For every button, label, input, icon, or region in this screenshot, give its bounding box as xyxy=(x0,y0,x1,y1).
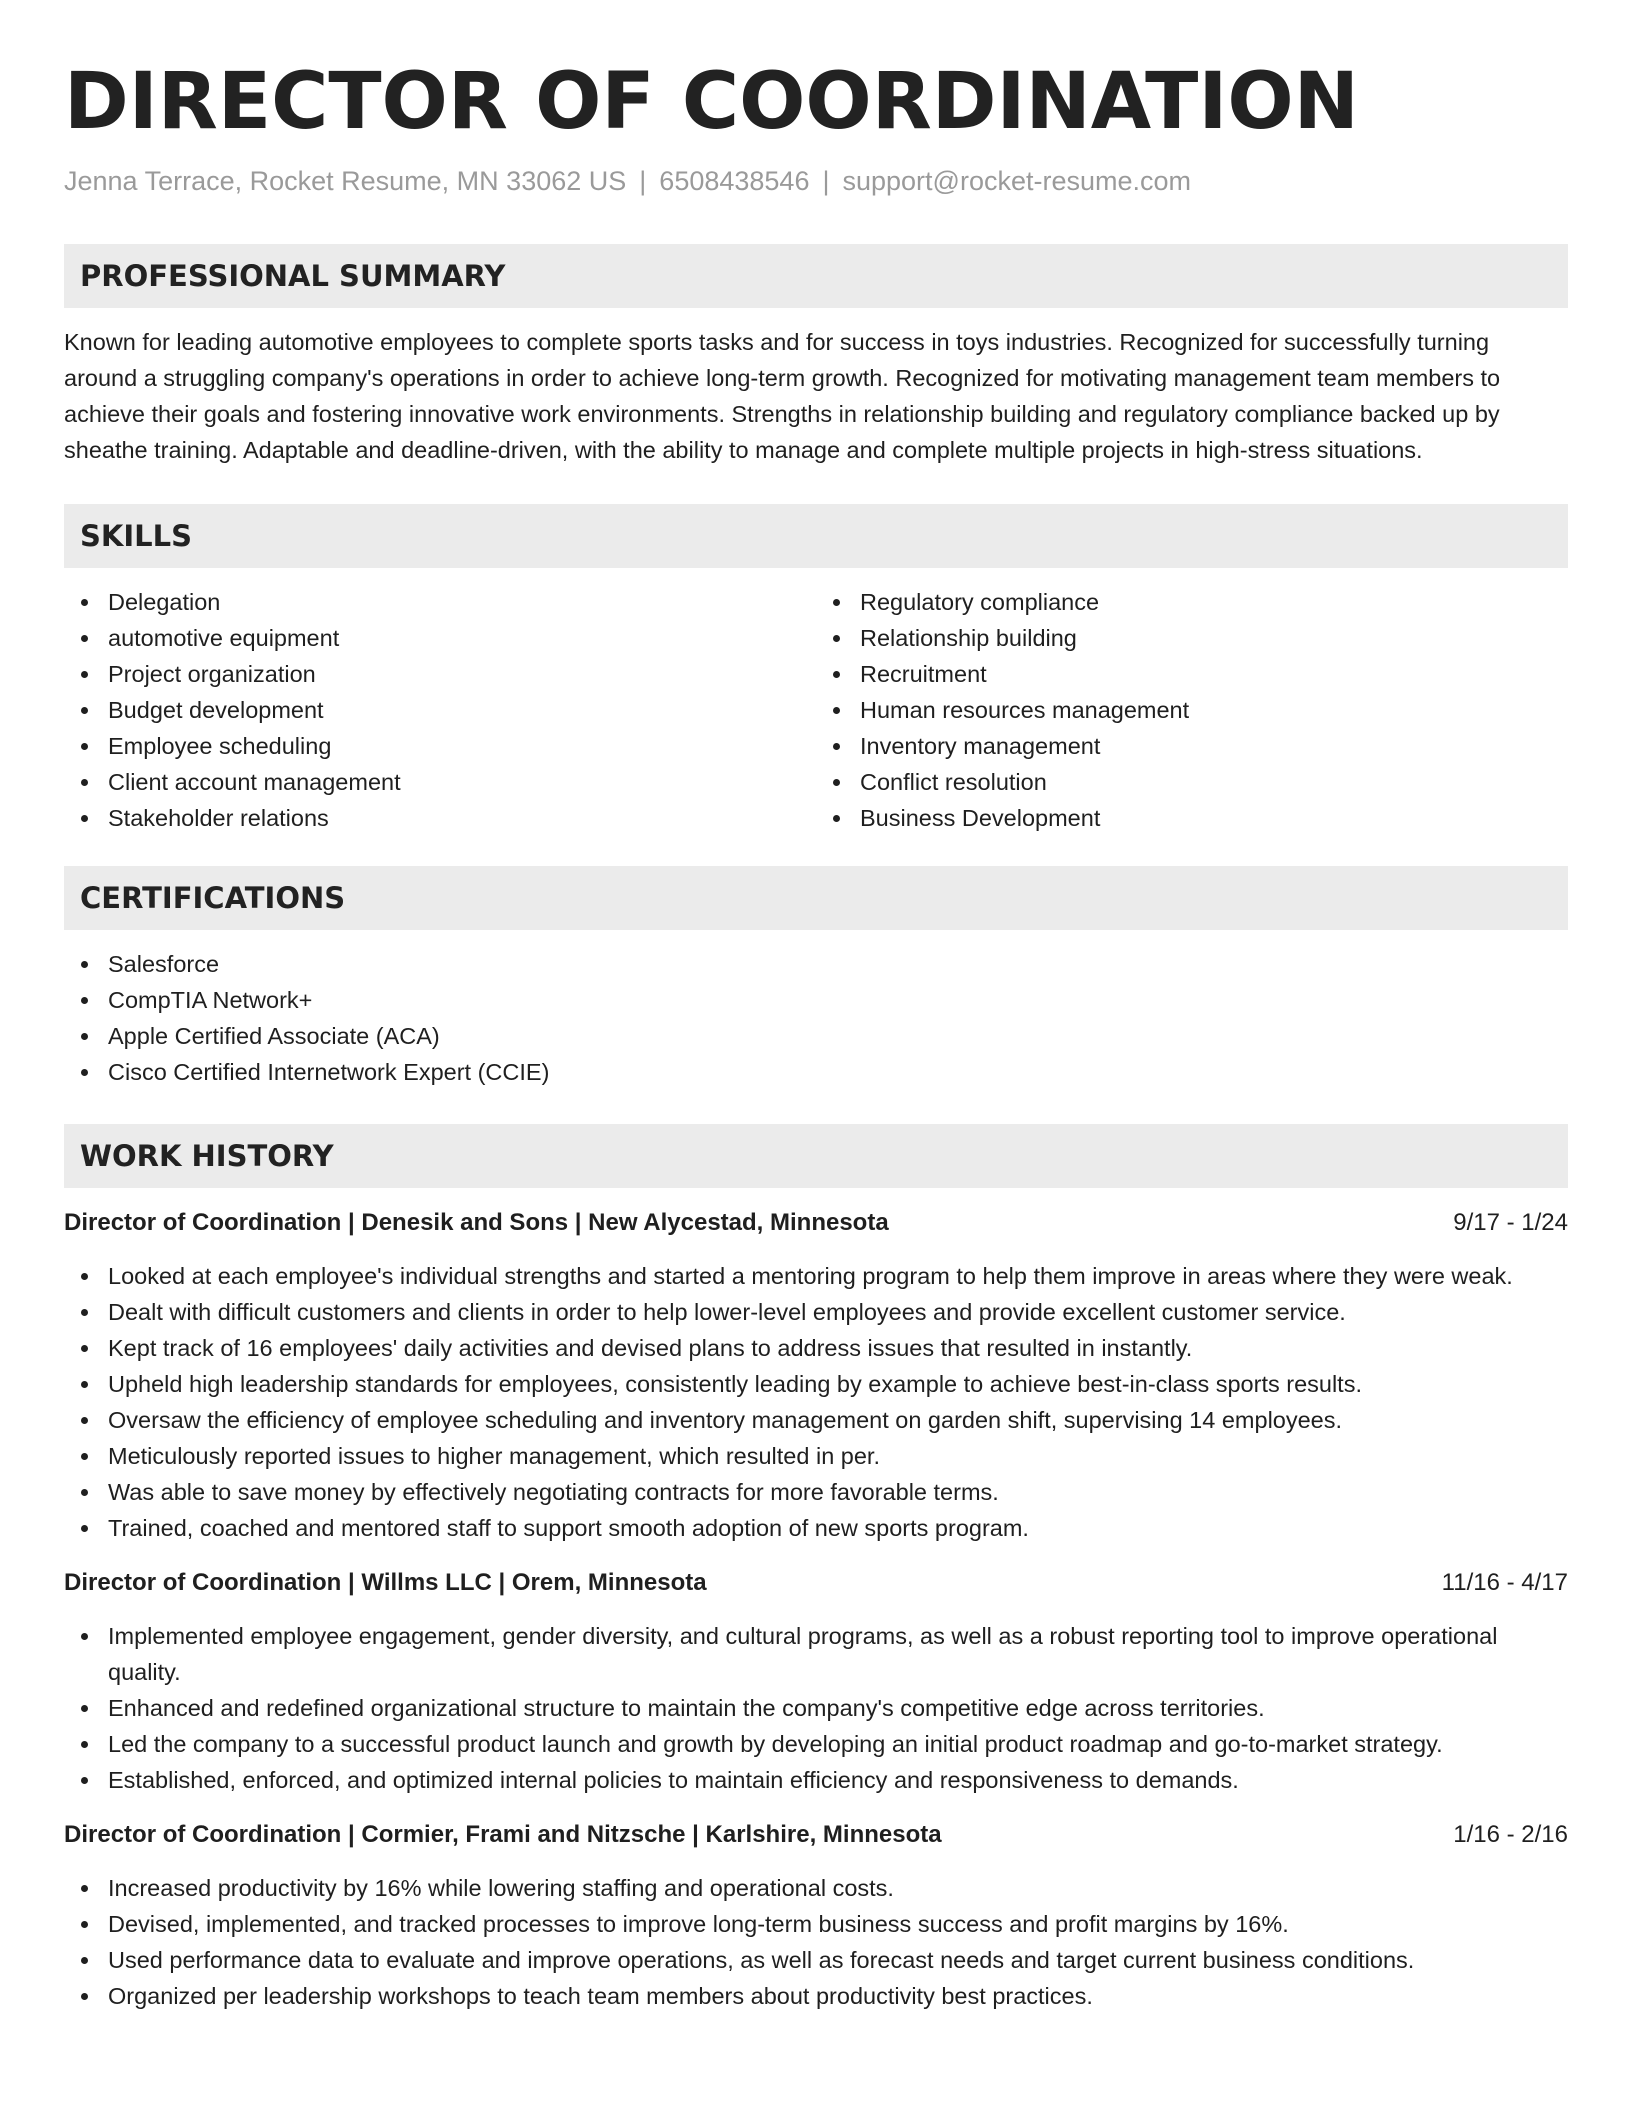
certification-item: Cisco Certified Internetwork Expert (CCIE) xyxy=(108,1054,1568,1090)
bullet-icon xyxy=(81,1885,88,1892)
job-bullet: Looked at each employee's individual strengths and started a mentoring program to help them improve in areas where they were weak. xyxy=(108,1258,1568,1294)
bullet-icon xyxy=(81,1921,88,1928)
skill-item: Business Development xyxy=(860,800,1568,836)
section-header-work-history xyxy=(64,1124,1568,1188)
bullet-icon xyxy=(81,997,88,1004)
job-bullet: Devised, implemented, and tracked processes to improve long-term business success and profit margins by 16%. xyxy=(108,1906,1568,1942)
bullet-icon xyxy=(833,779,840,786)
job-bullet: Oversaw the efficiency of employee scheduling and inventory management on garden shift, supervising 14 employees. xyxy=(108,1402,1568,1438)
email: support@rocket-resume.com xyxy=(842,166,1192,196)
bullet-icon xyxy=(81,961,88,968)
job-title: Director of Coordination | Willms LLC | Orem, Minnesota xyxy=(64,1569,707,1596)
bullet-icon xyxy=(81,779,88,786)
job-header xyxy=(64,1818,1568,1852)
job-bullet: Used performance data to evaluate and improve operations, as well as forecast needs and target current business conditions. xyxy=(108,1942,1568,1978)
skills-list-right xyxy=(816,584,1568,836)
job-title: Director of Coordination | Denesik and Sons | New Alycestad, Minnesota xyxy=(64,1209,889,1236)
job-entry xyxy=(64,1818,1568,2014)
job-dates: 1/16 - 2/16 xyxy=(1453,1821,1568,1848)
job-bullet: Trained, coached and mentored staff to support smooth adoption of new sports program. xyxy=(108,1510,1568,1546)
skill-item: automotive equipment xyxy=(108,620,816,656)
job-bullets xyxy=(64,1258,1568,1546)
bullet-icon xyxy=(81,743,88,750)
skill-item: Client account management xyxy=(108,764,816,800)
skill-item: Conflict resolution xyxy=(860,764,1568,800)
bullet-icon xyxy=(81,635,88,642)
job-bullet: Established, enforced, and optimized internal policies to maintain efficiency and responsiveness to demands. xyxy=(108,1762,1568,1798)
bullet-icon xyxy=(81,1777,88,1784)
certification-item: Apple Certified Associate (ACA) xyxy=(108,1018,1568,1054)
bullet-icon xyxy=(81,1741,88,1748)
certification-item: CompTIA Network+ xyxy=(108,982,1568,1018)
job-bullet: Was able to save money by effectively negotiating contracts for more favorable terms. xyxy=(108,1474,1568,1510)
page-title: DIRECTOR OF COORDINATION xyxy=(64,57,1359,147)
contact-line xyxy=(64,164,1568,198)
job-bullet: Dealt with difficult customers and clients in order to help lower-level employees and provide excellent customer service. xyxy=(108,1294,1568,1330)
skill-item: Delegation xyxy=(108,584,816,620)
job-bullet: Implemented employee engagement, gender diversity, and cultural programs, as well as a robust reporting tool to improve operational quality. xyxy=(108,1618,1568,1690)
bullet-icon xyxy=(833,635,840,642)
skills-list-left xyxy=(64,584,816,836)
job-bullet: Kept track of 16 employees' daily activities and devised plans to address issues that resulted in instantly. xyxy=(108,1330,1568,1366)
section-header-summary xyxy=(64,244,1568,308)
resume-page xyxy=(64,0,1568,2030)
skill-item: Human resources management xyxy=(860,692,1568,728)
section-heading: PROFESSIONAL SUMMARY xyxy=(80,259,506,293)
skills-columns xyxy=(64,568,1568,836)
certifications-list xyxy=(64,946,1568,1090)
job-title: Director of Coordination | Cormier, Frami and Nitzsche | Karlshire, Minnesota xyxy=(64,1821,942,1848)
bullet-icon xyxy=(833,599,840,606)
job-bullet: Organized per leadership workshops to teach team members about productivity best practices. xyxy=(108,1978,1568,2014)
skill-item: Relationship building xyxy=(860,620,1568,656)
bullet-icon xyxy=(81,1993,88,2000)
bullet-icon xyxy=(81,599,88,606)
bullet-icon xyxy=(81,1489,88,1496)
job-bullet: Led the company to a successful product launch and growth by developing an initial product roadmap and go-to-market strategy. xyxy=(108,1726,1568,1762)
bullet-icon xyxy=(81,1345,88,1352)
job-bullet: Upheld high leadership standards for employees, consistently leading by example to achieve best-in-class sports results. xyxy=(108,1366,1568,1402)
bullet-icon xyxy=(81,1273,88,1280)
bullet-icon xyxy=(81,1633,88,1640)
job-bullet: Meticulously reported issues to higher management, which resulted in per. xyxy=(108,1438,1568,1474)
job-entry xyxy=(64,1566,1568,1798)
job-bullet: Increased productivity by 16% while lowering staffing and operational costs. xyxy=(108,1870,1568,1906)
skill-item: Employee scheduling xyxy=(108,728,816,764)
bullet-icon xyxy=(81,707,88,714)
skill-item: Stakeholder relations xyxy=(108,800,816,836)
separator: | xyxy=(822,166,830,196)
bullet-icon xyxy=(833,707,840,714)
bullet-icon xyxy=(833,671,840,678)
job-header xyxy=(64,1206,1568,1240)
address: Jenna Terrace, Rocket Resume, MN 33062 US xyxy=(64,166,627,196)
bullet-icon xyxy=(81,1069,88,1076)
bullet-icon xyxy=(81,1381,88,1388)
job-dates: 11/16 - 4/17 xyxy=(1441,1569,1568,1596)
skill-item: Recruitment xyxy=(860,656,1568,692)
summary-text: Known for leading automotive employees to complete sports tasks and for success in toys industries. Recognized for successfully turning around a struggling company's operations in order to achieve long-term growth. Recognized for motivating management team members to achieve their goals and fostering innovative work environments. Strengths in relationship building and regulatory compliance backed up by sheathe training. Adaptable and deadline-driven, with the ability to manage and complete multiple projects in high-stress situations. xyxy=(64,329,1501,463)
section-heading: CERTIFICATIONS xyxy=(80,881,346,915)
section-header-skills xyxy=(64,504,1568,568)
bullet-icon xyxy=(833,743,840,750)
certification-item: Salesforce xyxy=(108,946,1568,982)
skill-item: Project organization xyxy=(108,656,816,692)
bullet-icon xyxy=(81,815,88,822)
bullet-icon xyxy=(81,1453,88,1460)
job-bullets xyxy=(64,1618,1568,1798)
bullet-icon xyxy=(81,1705,88,1712)
bullet-icon xyxy=(81,1957,88,1964)
section-header-certifications xyxy=(64,866,1568,930)
job-entry xyxy=(64,1206,1568,1546)
separator: | xyxy=(639,166,647,196)
skill-item: Budget development xyxy=(108,692,816,728)
section-heading: SKILLS xyxy=(80,519,192,553)
bullet-icon xyxy=(81,1417,88,1424)
bullet-icon xyxy=(81,1033,88,1040)
bullet-icon xyxy=(833,815,840,822)
bullet-icon xyxy=(81,1309,88,1316)
section-heading: WORK HISTORY xyxy=(80,1139,334,1173)
bullet-icon xyxy=(81,671,88,678)
job-header xyxy=(64,1566,1568,1600)
bullet-icon xyxy=(81,1525,88,1532)
job-bullet: Enhanced and redefined organizational structure to maintain the company's competitive edge across territories. xyxy=(108,1690,1568,1726)
skill-item: Inventory management xyxy=(860,728,1568,764)
skill-item: Regulatory compliance xyxy=(860,584,1568,620)
job-bullets xyxy=(64,1870,1568,2014)
job-dates: 9/17 - 1/24 xyxy=(1453,1209,1568,1236)
phone: 6508438546 xyxy=(659,166,810,196)
